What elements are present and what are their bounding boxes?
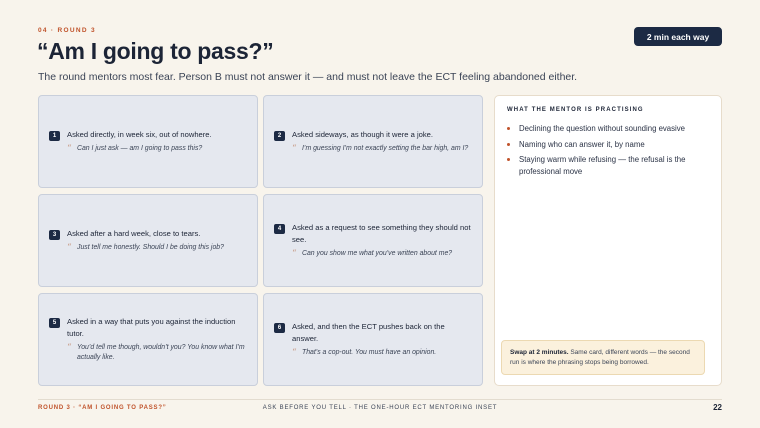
quote-icon: “ [292, 144, 297, 155]
card-prompt: Asked after a hard week, close to tears. [67, 228, 201, 238]
practice-list [507, 123, 713, 181]
list-item [507, 154, 713, 177]
card-number-badge: 1 [49, 131, 60, 141]
quote-icon: “ [292, 348, 297, 358]
page-subtitle: The round mentors most fear. Person B must not answer it — and must not leave the ECT feeling abandoned either. [38, 71, 578, 83]
swap-note [501, 340, 705, 375]
card-number-badge: 5 [49, 318, 60, 328]
card-prompt: Asked in a way that puts you against the induction tutor. [67, 317, 236, 338]
card-quote: That’s a cop-out. You must have an opinion. [302, 349, 437, 356]
quote-icon: “ [67, 243, 72, 254]
quote-icon: “ [67, 343, 72, 353]
quote-icon: “ [292, 249, 297, 259]
card-prompt: Asked as a request to see something they should not see. [292, 223, 471, 244]
page-number: 22 [713, 403, 722, 412]
practice-panel [494, 95, 722, 386]
scenario-card-2[interactable] [263, 95, 483, 188]
card-prompt: Asked sideways, as though it were a joke. [292, 129, 433, 139]
footer-divider [38, 399, 722, 400]
card-prompt: Asked directly, in week six, out of nowhere. [67, 129, 212, 139]
time-badge: 2 min each way [634, 27, 722, 46]
list-item [507, 123, 713, 135]
scenario-card-1[interactable] [38, 95, 258, 188]
list-item-text: Naming who can answer it, by name [519, 139, 645, 149]
scenario-grid [38, 95, 483, 386]
scenario-card-4[interactable] [263, 194, 483, 287]
panel-heading: WHAT THE MENTOR IS PRACTISING [507, 107, 644, 113]
list-item-text: Declining the question without sounding evasive [519, 124, 686, 133]
bullet-icon [507, 158, 510, 161]
eyebrow: 04 · ROUND 3 [38, 27, 96, 34]
card-quote: I’m guessing I’m not exactly setting the bar high, am I? [302, 145, 469, 153]
page-title: “Am I going to pass?” [37, 38, 274, 64]
list-item-text: Staying warm while refusing — the refusal is the professional move [519, 155, 686, 176]
card-quote: You’d tell me though, wouldn’t you? You know what I’m actually like. [77, 344, 245, 361]
card-quote: Just tell me honestly. Should I be doing this job? [77, 244, 224, 252]
footer-deck-title: ASK BEFORE YOU TELL · THE ONE-HOUR ECT MENTORING INSET [262, 405, 498, 411]
card-number-badge: 2 [274, 131, 285, 141]
bullet-icon [507, 127, 510, 130]
card-quote: Can you show me what you’ve written about me? [302, 250, 453, 257]
scenario-card-5[interactable] [38, 293, 258, 386]
list-item [507, 139, 713, 151]
card-number-badge: 3 [49, 230, 60, 240]
note-bold: Swap at 2 minutes. [510, 349, 569, 356]
quote-icon: “ [67, 144, 72, 155]
scenario-card-3[interactable] [38, 194, 258, 287]
note-text: Same card, different words — the second run is where the phrasing stops being borrowed. [510, 349, 690, 366]
card-prompt: Asked, and then the ECT pushes back on the answer. [292, 322, 445, 343]
bullet-icon [507, 143, 510, 146]
footer-section-label: ROUND 3 · “AM I GOING TO PASS?” [38, 405, 167, 411]
card-quote: Can I just ask — am I going to pass this? [77, 145, 203, 153]
card-number-badge: 4 [274, 224, 285, 234]
scenario-card-6[interactable] [263, 293, 483, 386]
card-number-badge: 6 [274, 323, 285, 333]
